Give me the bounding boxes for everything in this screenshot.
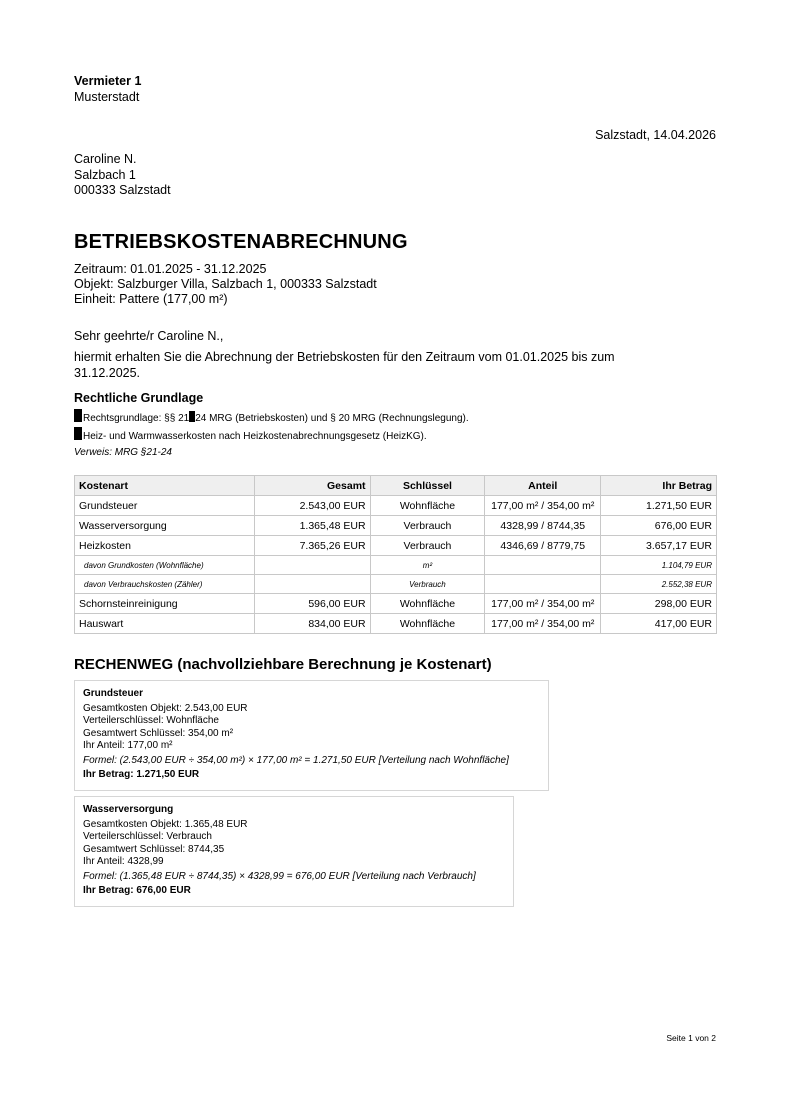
table-subrow <box>75 575 717 594</box>
column-header: Schlüssel <box>370 476 485 496</box>
table-cell: 676,00 EUR <box>601 516 717 536</box>
billing-meta <box>74 262 377 307</box>
billing-object: Objekt: Salzburger Villa, Salzbach 1, 000333 Salzstadt <box>74 277 377 291</box>
legal-basis <box>74 409 469 461</box>
calculation-total: Gesamtkosten Objekt: 1.365,48 EUR <box>83 818 248 830</box>
table-row <box>75 594 717 614</box>
column-header: Anteil <box>485 476 601 496</box>
table-cell: 7.365,26 EUR <box>254 536 370 556</box>
table-cell: Hauswart <box>75 614 255 634</box>
calculation-key: Verteilerschlüssel: Verbrauch <box>83 831 212 842</box>
table-cell: Schornsteinreinigung <box>75 594 255 614</box>
table-cell: 177,00 m² / 354,00 m² <box>485 496 601 516</box>
table-cell: Heizkosten <box>75 536 255 556</box>
table-cell: davon Verbrauchskosten (Zähler) <box>75 575 255 594</box>
table-cell: 4328,99 / 8744,35 <box>485 516 601 536</box>
salutation: Sehr geehrte/r Caroline N., <box>74 329 224 343</box>
calculation-box <box>74 680 549 791</box>
billing-period: Zeitraum: 01.01.2025 - 31.12.2025 <box>74 262 267 276</box>
table-cell: Wohnfläche <box>370 614 485 634</box>
calculation-formula: Formel: (1.365,48 EUR ÷ 8744,35) × 4328,99 = 676,00 EUR [Verteilung nach Verbrauch] <box>83 870 476 882</box>
document-date: Salzstadt, 14.04.2026 <box>595 128 716 142</box>
table-cell: 1.271,50 EUR <box>601 496 717 516</box>
table-cell: 834,00 EUR <box>254 614 370 634</box>
table-row <box>75 614 717 634</box>
table-cell: 177,00 m² / 354,00 m² <box>485 594 601 614</box>
column-header: Kostenart <box>75 476 255 496</box>
missing-glyph-icon <box>74 409 82 422</box>
table-cell <box>485 575 601 594</box>
table-cell: m² <box>370 556 485 575</box>
missing-glyph-icon <box>74 427 82 440</box>
calculation-total: Gesamtkosten Objekt: 2.543,00 EUR <box>83 702 248 714</box>
billing-unit: Einheit: Pattere (177,00 m²) <box>74 292 228 306</box>
calculation-share: Ihr Anteil: 177,00 m² <box>83 740 173 751</box>
table-cell: 1.365,48 EUR <box>254 516 370 536</box>
calculation-result: Ihr Betrag: 1.271,50 EUR <box>83 769 200 780</box>
table-cell <box>254 556 370 575</box>
column-header: Ihr Betrag <box>601 476 717 496</box>
table-cell <box>485 556 601 575</box>
calculation-title: RECHENWEG (nachvollziehbare Berechnung je Kostenart) <box>74 656 492 673</box>
table-cell: 2.552,38 EUR <box>601 575 717 594</box>
page-number: Seite 1 von 2 <box>666 1033 716 1043</box>
calculation-key-total: Gesamtwert Schlüssel: 354,00 m² <box>83 727 234 739</box>
calculation-share: Ihr Anteil: 4328,99 <box>83 856 164 867</box>
table-cell: Grundsteuer <box>75 496 255 516</box>
table-cell: 298,00 EUR <box>601 594 717 614</box>
legal-line-1 <box>74 409 469 427</box>
table-row <box>75 496 717 516</box>
intro-text: hiermit erhalten Sie die Abrechnung der Betriebskosten für den Zeitraum vom 01.01.2025 bis zum 31.12.2025. <box>74 350 615 380</box>
sender-block <box>74 73 141 105</box>
table-cell <box>254 575 370 594</box>
sender-name: Vermieter 1 <box>74 74 142 88</box>
calculation-heading: Grundsteuer <box>83 688 144 699</box>
legal-line-2 <box>74 427 469 445</box>
table-cell: 177,00 m² / 354,00 m² <box>485 614 601 634</box>
document-title: BETRIEBSKOSTENABRECHNUNG <box>74 231 408 253</box>
table-cell: 4346,69 / 8779,75 <box>485 536 601 556</box>
table-cell: Verbrauch <box>370 516 485 536</box>
table-cell: Wasserversorgung <box>75 516 255 536</box>
legal-line-1-part-b: 24 MRG (Betriebskosten) und § 20 MRG (Rechnungslegung). <box>195 413 469 424</box>
table-body <box>75 496 717 634</box>
recipient-city: 000333 Salzstadt <box>74 183 171 197</box>
table-row <box>75 536 717 556</box>
legal-line-2-text: Heiz- und Warmwasserkosten nach Heizkostenabrechnungsgesetz (HeizKG). <box>83 431 427 442</box>
table-cell: Wohnfläche <box>370 496 485 516</box>
table-header-row <box>75 476 717 496</box>
calculation-key: Verteilerschlüssel: Wohnfläche <box>83 715 219 726</box>
table-cell: 1.104,79 EUR <box>601 556 717 575</box>
table-cell: Wohnfläche <box>370 594 485 614</box>
table-cell: 417,00 EUR <box>601 614 717 634</box>
recipient-street: Salzbach 1 <box>74 167 136 182</box>
calculation-formula: Formel: (2.543,00 EUR ÷ 354,00 m²) × 177,00 m² = 1.271,50 EUR [Verteilung nach Wohnfläche] <box>83 754 509 766</box>
table-cell: Verbrauch <box>370 536 485 556</box>
calculation-heading: Wasserversorgung <box>83 804 174 815</box>
table-cell: davon Grundkosten (Wohnfläche) <box>75 556 255 575</box>
table-cell: 596,00 EUR <box>254 594 370 614</box>
legal-reference: Verweis: MRG §21-24 <box>74 447 172 458</box>
table-subrow <box>75 556 717 575</box>
sender-city: Musterstadt <box>74 90 140 104</box>
cost-table <box>74 475 717 634</box>
legal-line-1-part-a: Rechtsgrundlage: §§ 21 <box>83 413 190 424</box>
table-row <box>75 516 717 536</box>
table-cell: Verbrauch <box>370 575 485 594</box>
legal-basis-title: Rechtliche Grundlage <box>74 391 204 405</box>
calculation-result: Ihr Betrag: 676,00 EUR <box>83 885 191 896</box>
calculation-box <box>74 796 514 907</box>
recipient-name: Caroline N. <box>74 152 137 166</box>
table-cell: 3.657,17 EUR <box>601 536 717 556</box>
column-header: Gesamt <box>254 476 370 496</box>
table-cell: 2.543,00 EUR <box>254 496 370 516</box>
recipient-address <box>74 152 171 199</box>
calculation-key-total: Gesamtwert Schlüssel: 8744,35 <box>83 843 225 855</box>
